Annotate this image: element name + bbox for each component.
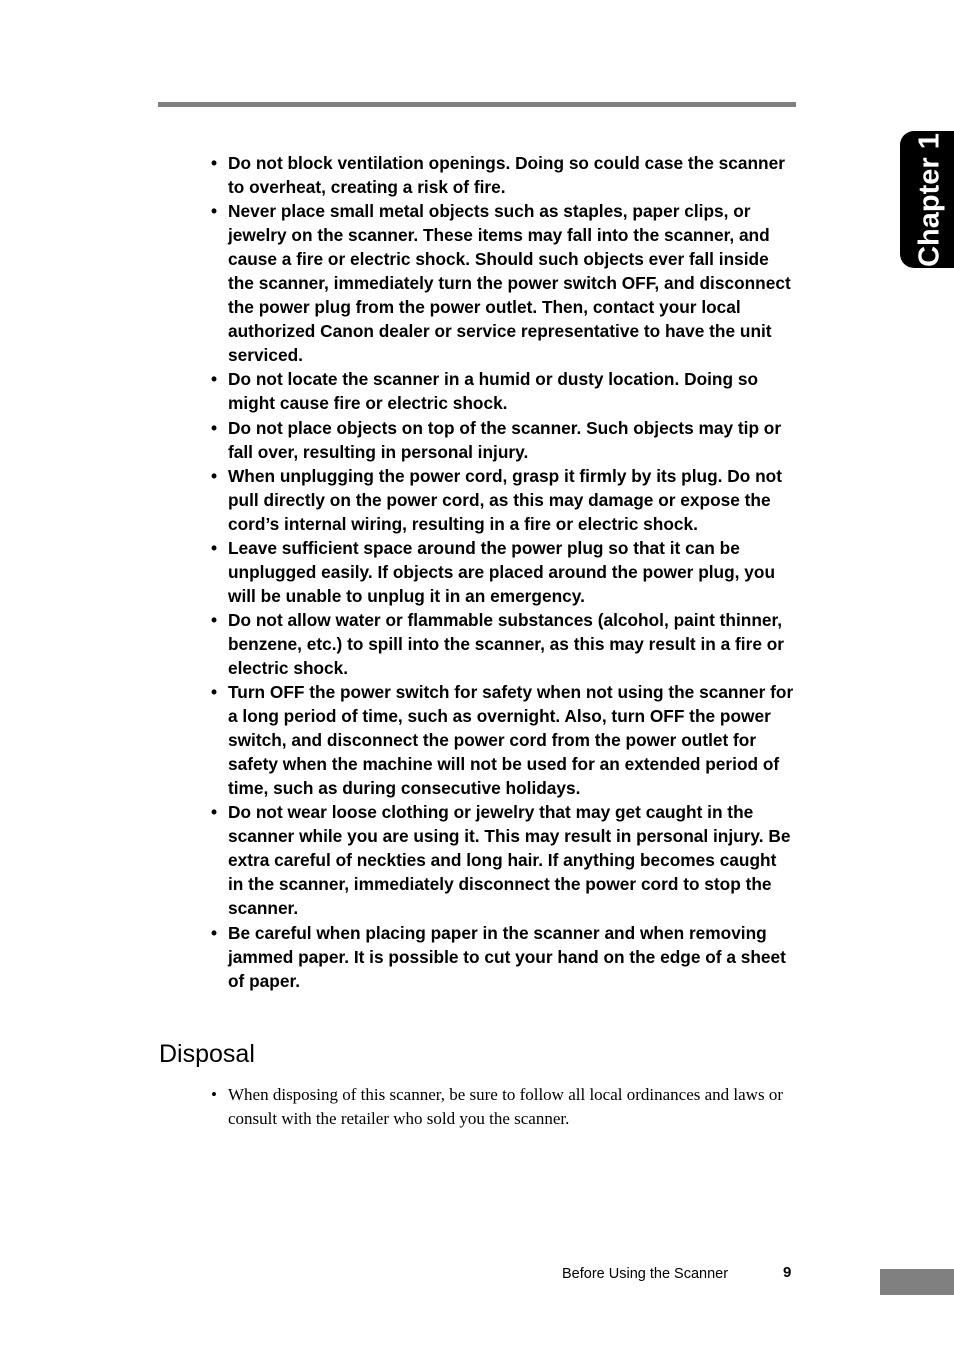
warning-item: • When unplugging the power cord, grasp it firmly by its plug. Do not pull directly on the power cord, as this may damage or expose the cord’s internal wiring, resulting in a fire or electric shock. xyxy=(211,464,796,536)
header-rule xyxy=(158,102,796,107)
warning-item: • Do not block ventilation openings. Doing so could case the scanner to overheat, creating a risk of fire. xyxy=(211,151,796,199)
warning-item: • Never place small metal objects such as staples, paper clips, or jewelry on the scanner. These items may fall into the scanner, and cause a fire or electric shock. Should such objects ever fall inside the scanner, immediately turn the power switch OFF, and disconnect the power plug from the power outlet. Then, contact your local authorized Canon dealer or service representative to have the unit serviced. xyxy=(211,199,796,367)
warning-list xyxy=(211,151,796,993)
warning-item: • Turn OFF the power switch for safety when not using the scanner for a long period of time, such as overnight. Also, turn OFF the power switch, and disconnect the power cord from the power outlet for safety when the machine will not be used for an extended period of time, such as during consecutive holidays. xyxy=(211,680,796,800)
disposal-heading: Disposal xyxy=(159,1040,255,1068)
disposal-list xyxy=(211,1083,796,1131)
disposal-item: • When disposing of this scanner, be sure to follow all local ordinances and laws or consult with the retailer who sold you the scanner. xyxy=(211,1083,796,1131)
chapter-tab xyxy=(900,131,954,268)
warning-item: • Do not locate the scanner in a humid or dusty location. Doing so might cause fire or electric shock. xyxy=(211,367,796,415)
page-number: 9 xyxy=(783,1264,792,1281)
footer-section-title: Before Using the Scanner xyxy=(562,1266,729,1282)
warning-item: • Do not place objects on top of the scanner. Such objects may tip or fall over, resulting in personal injury. xyxy=(211,416,796,464)
warning-item: • Do not wear loose clothing or jewelry that may get caught in the scanner while you are using it. This may result in personal injury. Be extra careful of neckties and long hair. If anything becomes caught in the scanner, immediately disconnect the power cord to stop the scanner. xyxy=(211,800,796,920)
warning-item: • Do not allow water or flammable substances (alcohol, paint thinner, benzene, etc.) to spill into the scanner, as this may result in a fire or electric shock. xyxy=(211,608,796,680)
warning-item: • Be careful when placing paper in the scanner and when removing jammed paper. It is possible to cut your hand on the edge of a sheet of paper. xyxy=(211,921,796,993)
footer-tab-bar xyxy=(880,1269,954,1295)
chapter-tab-label: Chapter 1 xyxy=(913,132,946,267)
warning-item: • Leave sufficient space around the power plug so that it can be unplugged easily. If objects are placed around the power plug, you will be unable to unplug it in an emergency. xyxy=(211,536,796,608)
